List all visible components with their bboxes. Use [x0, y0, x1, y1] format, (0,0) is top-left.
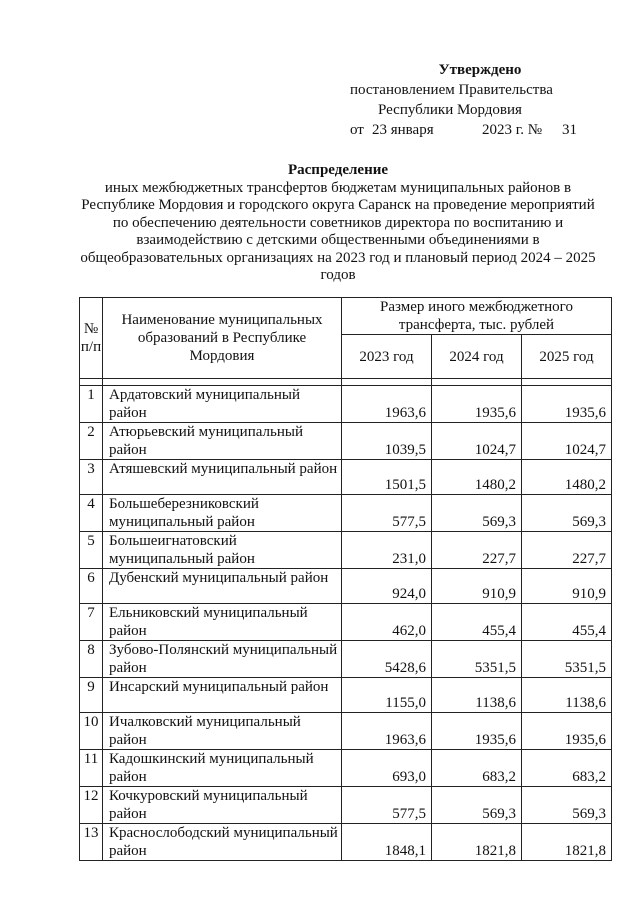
municipality-name: Большеигнатовский муниципальный район: [103, 532, 342, 569]
table-row: [80, 824, 612, 861]
amount-2023: 577,5: [342, 495, 432, 532]
approval-date: 23 января: [372, 122, 434, 138]
approval-from: от: [350, 122, 364, 138]
approval-line-1: постановлением Правительства: [350, 82, 553, 98]
amount-2025: 1024,7: [522, 423, 612, 460]
row-number: 7: [80, 604, 103, 641]
row-number: 11: [80, 750, 103, 787]
document-heading: [80, 162, 596, 285]
amount-2025: 455,4: [522, 604, 612, 641]
table-row: [80, 495, 612, 532]
amount-2023: 1963,6: [342, 713, 432, 750]
col-year-2023: 2023 год: [342, 335, 432, 379]
row-number: 12: [80, 787, 103, 824]
amount-2024: 910,9: [432, 569, 522, 604]
document-title: Распределение: [287, 162, 389, 178]
amount-2023: 1963,6: [342, 386, 432, 423]
amount-2024: 1480,2: [432, 460, 522, 495]
amount-2025: 1935,6: [522, 713, 612, 750]
amount-2023: 693,0: [342, 750, 432, 787]
table-row: [80, 641, 612, 678]
amount-2024: 5351,5: [432, 641, 522, 678]
amount-2024: 1024,7: [432, 423, 522, 460]
row-number: 9: [80, 678, 103, 713]
approval-number: 31: [562, 122, 577, 138]
spacer-cell: [342, 379, 432, 386]
col-number-header: № п/п: [80, 298, 103, 379]
amount-2023: 1039,5: [342, 423, 432, 460]
amount-2023: 924,0: [342, 569, 432, 604]
table-row: [80, 678, 612, 713]
row-number: 2: [80, 423, 103, 460]
amount-2024: 1935,6: [432, 713, 522, 750]
table-row: [80, 713, 612, 750]
amount-2023: 462,0: [342, 604, 432, 641]
municipality-name: Дубенский муниципальный район: [103, 569, 342, 604]
amount-2024: 455,4: [432, 604, 522, 641]
spacer-cell: [432, 379, 522, 386]
municipality-name: Ардатовский муниципальный район: [103, 386, 342, 423]
amount-2024: 569,3: [432, 787, 522, 824]
municipality-name: Зубово-Полянский муниципальный район: [103, 641, 342, 678]
amount-2023: 1155,0: [342, 678, 432, 713]
approval-date-line: [340, 120, 600, 140]
municipality-name: Кадошкинский муниципальный район: [103, 750, 342, 787]
amount-2025: 569,3: [522, 495, 612, 532]
amount-2025: 1480,2: [522, 460, 612, 495]
amount-2025: 1821,8: [522, 824, 612, 861]
row-number: 1: [80, 386, 103, 423]
row-number: 13: [80, 824, 103, 861]
spacer-cell: [80, 379, 103, 386]
col-year-2024: 2024 год: [432, 335, 522, 379]
amount-2023: 1848,1: [342, 824, 432, 861]
approval-line-2: Республики Мордовия: [378, 102, 522, 118]
row-number: 5: [80, 532, 103, 569]
amount-2025: 227,7: [522, 532, 612, 569]
amount-2024: 1935,6: [432, 386, 522, 423]
row-number: 4: [80, 495, 103, 532]
amount-2025: 683,2: [522, 750, 612, 787]
amount-2023: 231,0: [342, 532, 432, 569]
approval-block: [340, 60, 600, 140]
table-row: [80, 423, 612, 460]
municipality-name: Краснослободский муниципальный район: [103, 824, 342, 861]
amount-2023: 5428,6: [342, 641, 432, 678]
amount-2025: 5351,5: [522, 641, 612, 678]
amount-2024: 227,7: [432, 532, 522, 569]
amount-2024: 683,2: [432, 750, 522, 787]
col-amount-header: Размер иного межбюджетного трансферта, тыс. рублей: [342, 298, 612, 335]
municipality-name: Атяшевский муниципальный район: [103, 460, 342, 495]
transfers-table: [79, 297, 612, 861]
amount-2024: 569,3: [432, 495, 522, 532]
amount-2025: 569,3: [522, 787, 612, 824]
table-row: [80, 604, 612, 641]
row-number: 10: [80, 713, 103, 750]
amount-2025: 1935,6: [522, 386, 612, 423]
table-row: [80, 750, 612, 787]
amount-2025: 910,9: [522, 569, 612, 604]
amount-2024: 1821,8: [432, 824, 522, 861]
municipality-name: Кочкуровский муниципальный район: [103, 787, 342, 824]
municipality-name: Атюрьевский муниципальный район: [103, 423, 342, 460]
municipality-name: Ельниковский муниципальный район: [103, 604, 342, 641]
approval-title: Утверждено: [438, 62, 522, 78]
table-row: [80, 787, 612, 824]
amount-2024: 1138,6: [432, 678, 522, 713]
row-number: 8: [80, 641, 103, 678]
table-row: [80, 532, 612, 569]
municipality-name: Ичалковский муниципальный район: [103, 713, 342, 750]
amount-2023: 577,5: [342, 787, 432, 824]
col-name-header: Наименование муниципальных образований в Республике Мордовия: [103, 298, 342, 379]
table-row: [80, 386, 612, 423]
row-number: 6: [80, 569, 103, 604]
municipality-name: Большеберезниковский муниципальный район: [103, 495, 342, 532]
document-subtitle: иных межбюджетных трансфертов бюджетам муниципальных районов в Республике Мордовия и городского округа Саранск на проведение мероприятий по обеспечению деятельности советников директора по воспитанию и взаимодействию с детскими общественными объединениями в общеобразовательных организациях на 2023 год и плановый период 2024 – 2025 годов: [80, 179, 596, 283]
spacer-cell: [103, 379, 342, 386]
municipality-name: Инсарский муниципальный район: [103, 678, 342, 713]
amount-2023: 1501,5: [342, 460, 432, 495]
amount-2025: 1138,6: [522, 678, 612, 713]
table-row: [80, 569, 612, 604]
table-row: [80, 460, 612, 495]
approval-year: 2023 г. №: [482, 122, 543, 138]
spacer-cell: [522, 379, 612, 386]
col-year-2025: 2025 год: [522, 335, 612, 379]
row-number: 3: [80, 460, 103, 495]
